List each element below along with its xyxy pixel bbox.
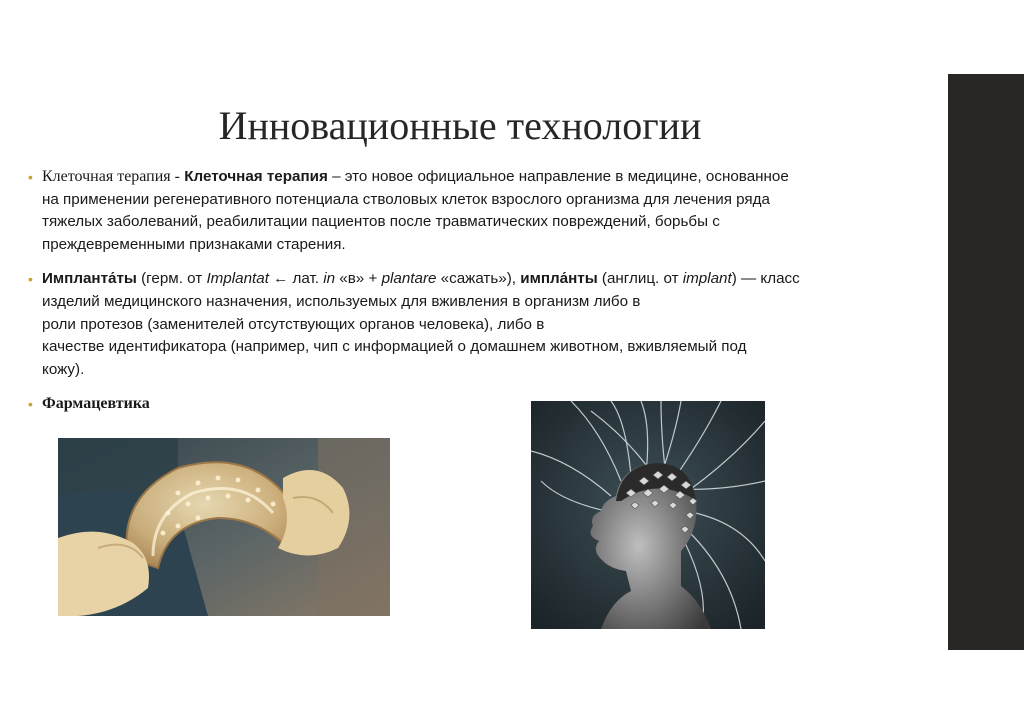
bullet-term: Импланта́ты: [42, 270, 137, 288]
brain-electrodes-photo: [531, 401, 765, 629]
bullet-dot-icon: •: [28, 169, 33, 185]
bullet-italic: plantare: [381, 270, 437, 288]
bullet-italic: in: [323, 270, 336, 288]
bullet-line: качестве идентификатора (например, чип с информацией о домашнем животном, вживляемый под: [42, 338, 747, 356]
bullet-text: (герм. от: [136, 270, 207, 288]
bullet-line: [42, 166, 918, 189]
bullet-text: (англиц. от: [597, 270, 683, 288]
bullet-text: ) — класс: [731, 270, 800, 288]
bullet-term: импла́нты: [520, 270, 598, 288]
bullet-line: [42, 268, 918, 291]
bullet-text: – это новое официальное направление в медицине, основанное: [327, 168, 789, 185]
bullet-implants: [28, 268, 918, 381]
side-bar: [948, 74, 1024, 650]
bullet-line: изделий медицинского назначения, используемых для вживления в организм либо в: [42, 292, 641, 310]
implant-photo: [58, 438, 390, 616]
bullet-cell-therapy: [28, 166, 918, 256]
bullet-term: Клеточная терапия: [184, 168, 328, 185]
bullet-italic: Implantat: [206, 270, 269, 288]
bullet-line: Фармацевтика: [42, 395, 150, 413]
bullet-text: «в» +: [335, 270, 382, 288]
bullet-line: преждевременными признаками старения.: [42, 235, 346, 253]
bullet-dot-icon: •: [28, 396, 33, 413]
slide-title: Инновационные технологии: [218, 103, 702, 148]
bullet-line: кожу).: [42, 360, 85, 378]
bullet-dot-icon: •: [28, 271, 33, 288]
bullet-pharma: [28, 393, 918, 416]
bullet-text: «сажать»),: [436, 270, 521, 288]
bullet-italic: implant: [682, 270, 732, 288]
bullet-text: ← лат.: [268, 270, 324, 288]
bullet-line: тяжелых заболеваний, реабилитации пациентов после травматических повреждений, борьбы с: [42, 213, 720, 231]
bullet-list: [28, 166, 918, 428]
bullet-line: на применении регенеративного потенциала стволовых клеток взрослого организма для лечения ряда: [42, 190, 770, 208]
bullet-line: роли протезов (заменителей отсутствующих органов человека), либо в: [42, 315, 545, 333]
bullet-lead: Клеточная терапия -: [42, 168, 180, 185]
